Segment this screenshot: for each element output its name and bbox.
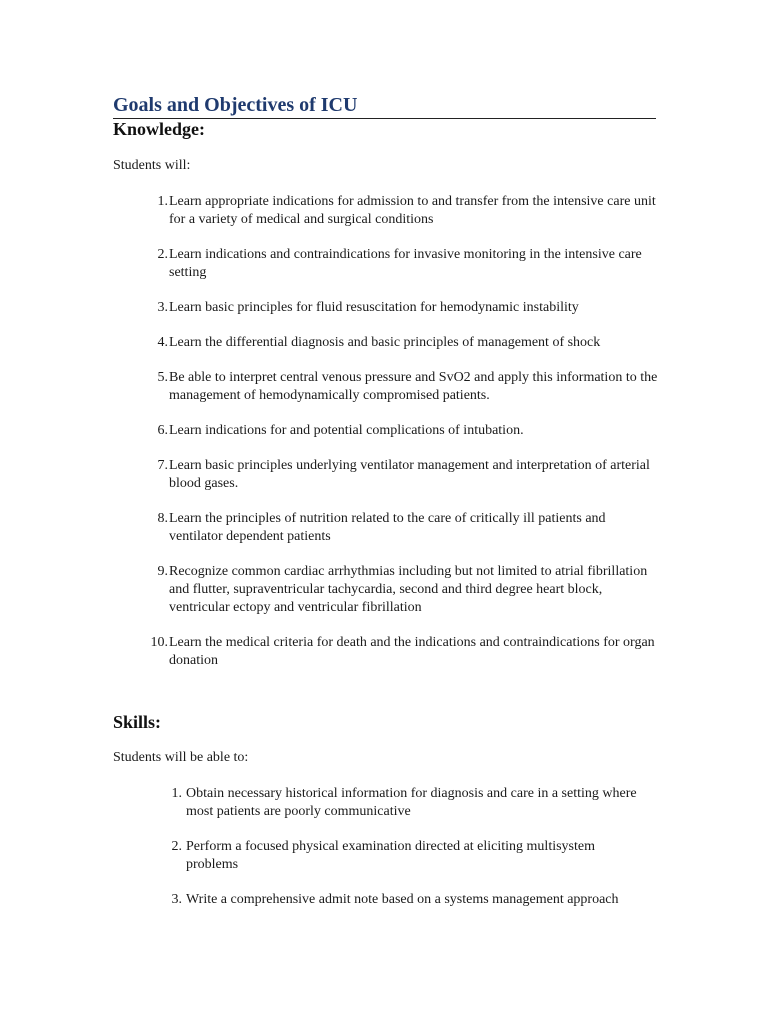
- item-number: 2.: [157, 247, 168, 262]
- item-number: 10.: [150, 635, 168, 650]
- list-item: [146, 563, 658, 617]
- item-text: Learn basic principles underlying ventilator management and interpretation of arterial blood gases.: [169, 458, 650, 491]
- item-text: Learn the differential diagnosis and basic principles of management of shock: [169, 335, 601, 350]
- item-number: 8.: [157, 511, 168, 526]
- list-item: [146, 369, 658, 405]
- skills-intro: Students will be able to:: [113, 750, 249, 765]
- list-item: [146, 457, 658, 493]
- item-number: 1.: [157, 194, 168, 209]
- item-text: Recognize common cardiac arrhythmias including but not limited to atrial fibrillation and flutter, supraventricular tachycardia, second and third degree heart block, ventricular ectopy and ventricular fibrillation: [169, 564, 648, 615]
- list-item: [146, 510, 658, 546]
- item-text: Learn the medical criteria for death and the indications and contraindications for organ donation: [169, 635, 655, 668]
- item-text: Learn basic principles for fluid resuscitation for hemodynamic instability: [169, 300, 579, 315]
- item-number: 3.: [171, 892, 182, 907]
- item-text: Learn the principles of nutrition related to the care of critically ill patients and ventilator dependent patients: [169, 511, 606, 544]
- list-item: [146, 634, 658, 670]
- list-item: [146, 334, 658, 352]
- list-item: [160, 785, 640, 821]
- item-number: 2.: [171, 839, 182, 854]
- item-text: Perform a focused physical examination directed at eliciting multisystem problems: [186, 839, 595, 872]
- list-item: [160, 891, 640, 909]
- knowledge-objectives-list: [146, 193, 658, 670]
- item-number: 7.: [157, 458, 168, 473]
- list-item: [146, 193, 658, 229]
- knowledge-intro: Students will:: [113, 158, 191, 173]
- item-text: Learn appropriate indications for admission to and transfer from the intensive care unit for a variety of medical and surgical conditions: [169, 194, 656, 227]
- list-item: [146, 422, 658, 440]
- item-number: 3.: [157, 300, 168, 315]
- item-number: 1.: [171, 786, 182, 801]
- list-item: [146, 299, 658, 317]
- item-text: Learn indications for and potential complications of intubation.: [169, 423, 524, 438]
- skills-objectives-list: [160, 785, 640, 909]
- item-number: 6.: [157, 423, 168, 438]
- list-item: [160, 838, 640, 874]
- item-text: Write a comprehensive admit note based on a systems management approach: [186, 892, 619, 907]
- item-text: Be able to interpret central venous pressure and SvO2 and apply this information to the management of hemodynamically compromised patients.: [169, 370, 658, 403]
- document-title: Goals and Objectives of ICU: [113, 92, 656, 119]
- item-number: 5.: [157, 370, 168, 385]
- item-text: Learn indications and contraindications for invasive monitoring in the intensive care setting: [169, 247, 642, 280]
- item-text: Obtain necessary historical information for diagnosis and care in a setting where most patients are poorly communicative: [186, 786, 637, 819]
- list-item: [146, 246, 658, 282]
- item-number: 9.: [157, 564, 168, 579]
- knowledge-heading: Knowledge:: [113, 119, 205, 139]
- skills-heading: Skills:: [113, 712, 162, 732]
- item-number: 4.: [157, 335, 168, 350]
